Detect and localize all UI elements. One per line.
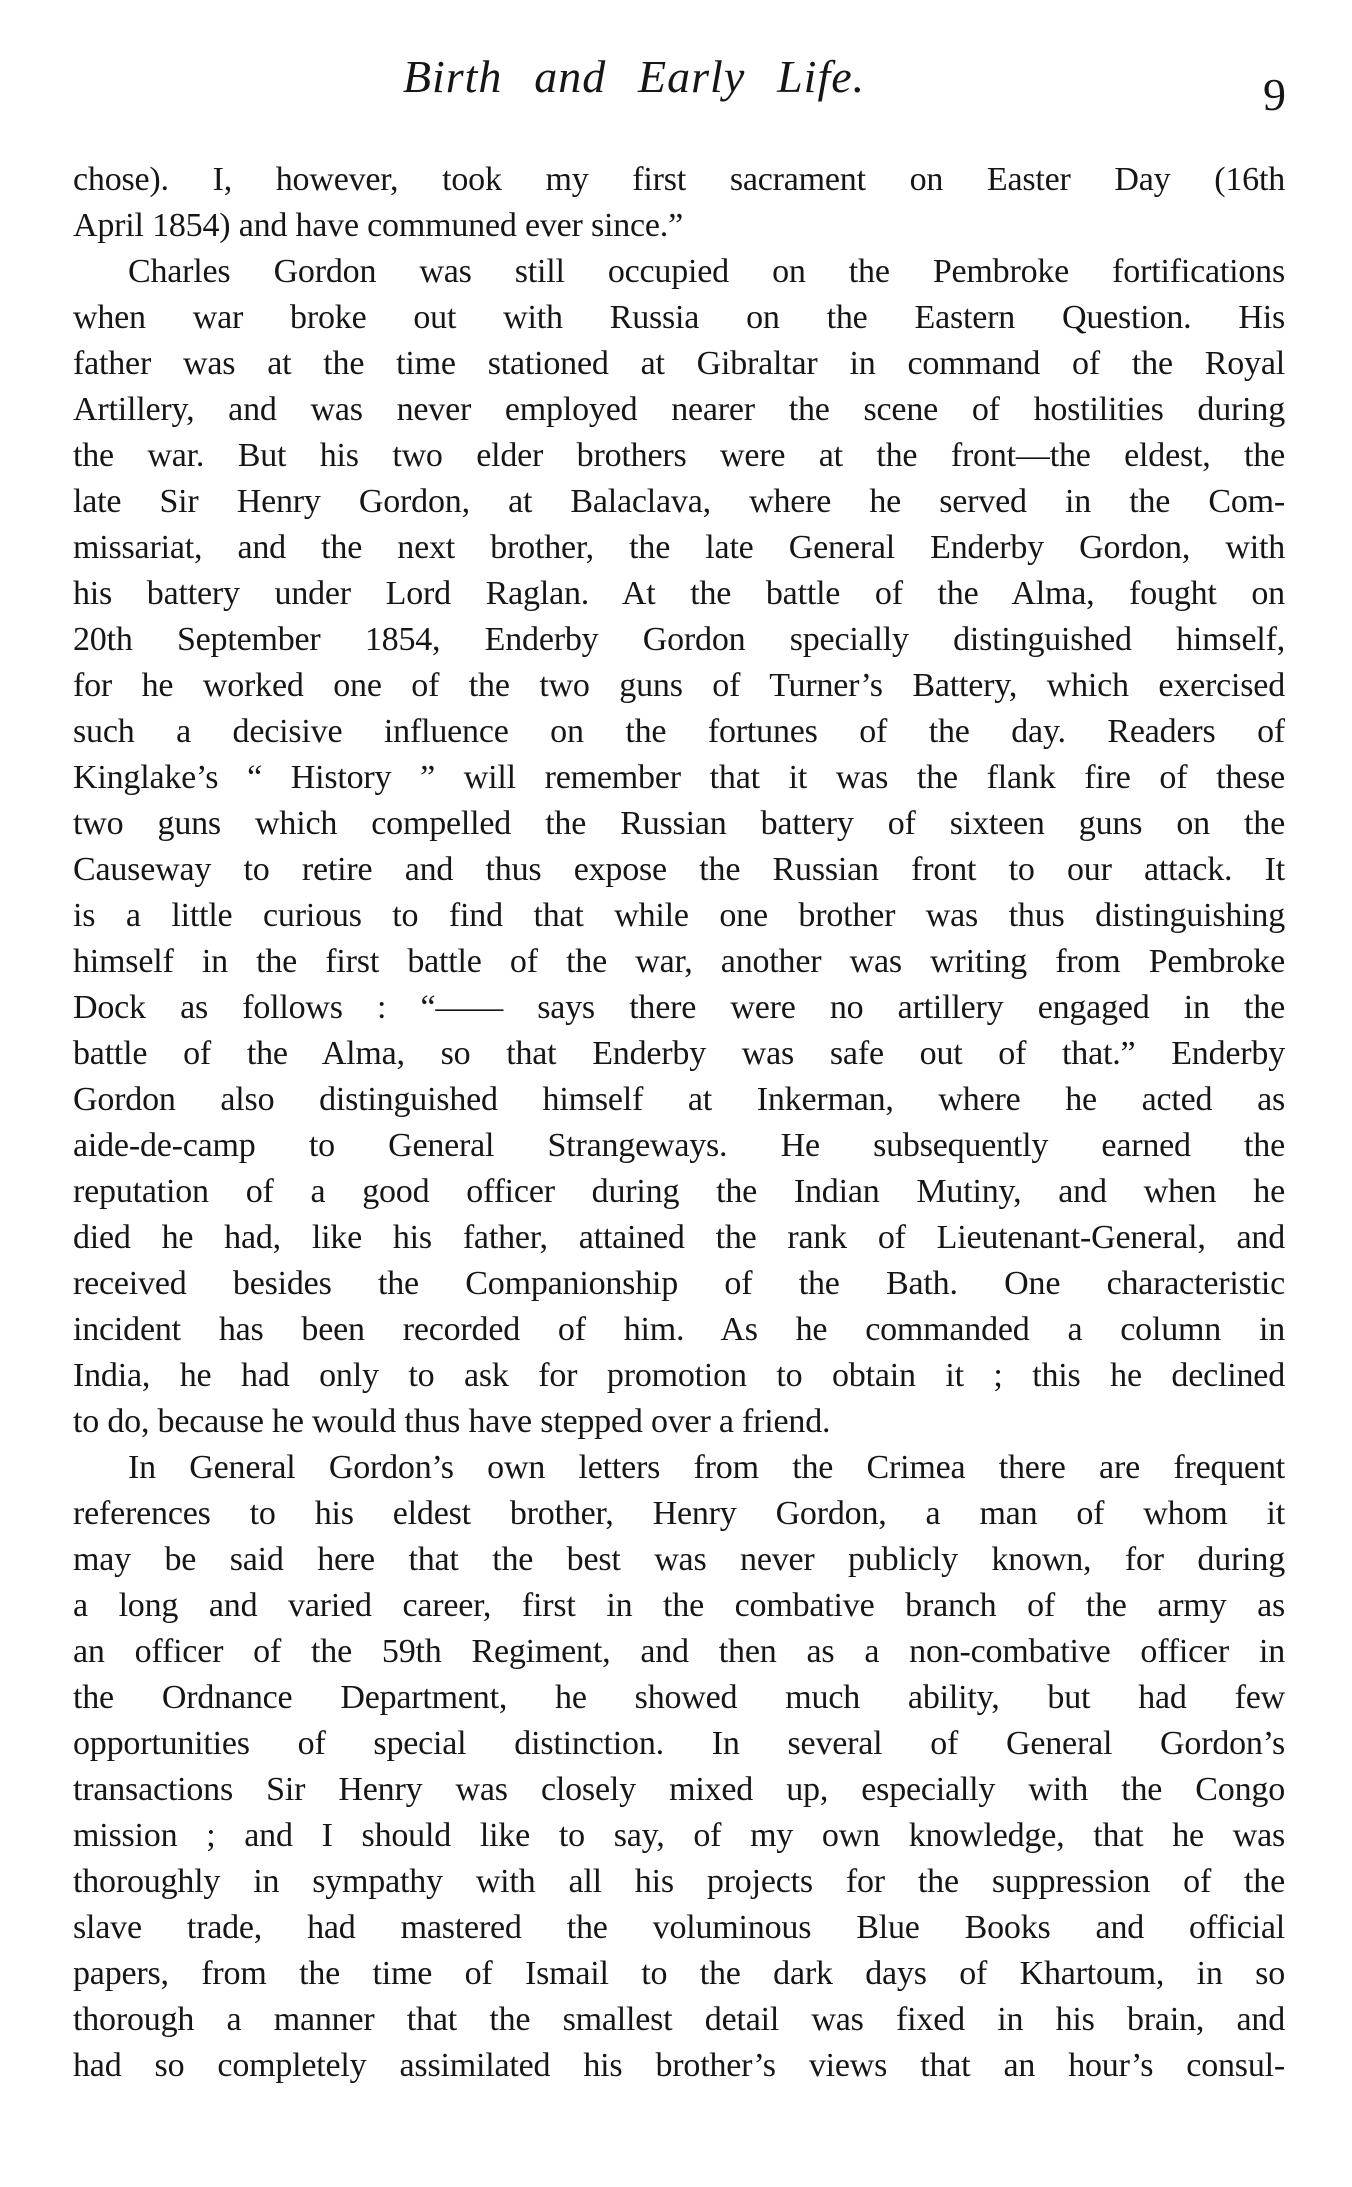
- page-number: 9: [1263, 69, 1286, 120]
- text-line: 20th September 1854, Enderby Gordon specially distinguished himself,: [73, 621, 1285, 658]
- text-line: died he had, like his father, attained the rank of Lieutenant-General, and: [73, 1219, 1285, 1256]
- text-line: thoroughly in sympathy with all his projects for the suppression of the: [73, 1863, 1285, 1900]
- text-line: chose). I, however, took my first sacrament on Easter Day (16th: [73, 161, 1285, 198]
- text-line: may be said here that the best was never publicly known, for during: [73, 1541, 1285, 1578]
- text-line: himself in the first battle of the war, another was writing from Pembroke: [73, 943, 1285, 980]
- text-line: In General Gordon’s own letters from the Crimea there are frequent: [128, 1449, 1285, 1486]
- text-line: thorough a manner that the smallest detail was fixed in his brain, and: [73, 2001, 1285, 2038]
- text-line: India, he had only to ask for promotion to obtain it ; this he declined: [73, 1357, 1285, 1394]
- text-line: opportunities of special distinction. In several of General Gordon’s: [73, 1725, 1285, 1762]
- text-line: to do, because he would thus have stepped over a friend.: [73, 1403, 831, 1440]
- text-line: his battery under Lord Raglan. At the battle of the Alma, fought on: [73, 575, 1285, 612]
- text-line: Causeway to retire and thus expose the Russian front to our attack. It: [73, 851, 1285, 888]
- paragraph: [73, 157, 1285, 249]
- text-line: received besides the Companionship of the Bath. One characteristic: [73, 1265, 1285, 1302]
- text-line: Charles Gordon was still occupied on the Pembroke fortifications: [128, 253, 1285, 290]
- paragraph: [73, 1445, 1285, 2089]
- text-line: an officer of the 59th Regiment, and then as a non-combative officer in: [73, 1633, 1285, 1670]
- text-line: reputation of a good officer during the Indian Mutiny, and when he: [73, 1173, 1285, 1210]
- text-line: for he worked one of the two guns of Turner’s Battery, which exercised: [73, 667, 1285, 704]
- text-line: two guns which compelled the Russian battery of sixteen guns on the: [73, 805, 1285, 842]
- text-line: a long and varied career, first in the combative branch of the army as: [73, 1587, 1285, 1624]
- text-line: missariat, and the next brother, the late General Enderby Gordon, with: [73, 529, 1285, 566]
- text-line: Dock as follows : “—— says there were no artillery engaged in the: [73, 989, 1285, 1026]
- running-title: Birth and Early Life.: [402, 51, 866, 102]
- text-line: slave trade, had mastered the voluminous Blue Books and official: [73, 1909, 1285, 1946]
- text-line: Artillery, and was never employed nearer the scene of hostilities during: [73, 391, 1285, 428]
- text-line: mission ; and I should like to say, of my own knowledge, that he was: [73, 1817, 1285, 1854]
- text-line: April 1854) and have communed ever since.”: [73, 207, 683, 244]
- text-line: when war broke out with Russia on the Eastern Question. His: [73, 299, 1285, 336]
- text-line: such a decisive influence on the fortunes of the day. Readers of: [73, 713, 1285, 750]
- page-body: [73, 157, 1285, 2089]
- text-line: papers, from the time of Ismail to the dark days of Khartoum, in so: [73, 1955, 1285, 1992]
- text-line: is a little curious to find that while one brother was thus distinguishing: [73, 897, 1285, 934]
- text-line: the Ordnance Department, he showed much ability, but had few: [73, 1679, 1285, 1716]
- text-line: incident has been recorded of him. As he commanded a column in: [73, 1311, 1285, 1348]
- text-line: had so completely assimilated his brother’s views that an hour’s consul-: [73, 2047, 1285, 2084]
- paragraph: [73, 249, 1285, 1445]
- text-line: battle of the Alma, so that Enderby was safe out of that.” Enderby: [73, 1035, 1285, 1072]
- text-line: aide-de-camp to General Strangeways. He subsequently earned the: [73, 1127, 1285, 1164]
- text-line: Kinglake’s “ History ” will remember that it was the flank fire of these: [73, 759, 1285, 796]
- text-line: references to his eldest brother, Henry Gordon, a man of whom it: [73, 1495, 1285, 1532]
- text-line: the war. But his two elder brothers were at the front—the eldest, the: [73, 437, 1285, 474]
- text-line: late Sir Henry Gordon, at Balaclava, where he served in the Com-: [73, 483, 1285, 520]
- text-line: father was at the time stationed at Gibraltar in command of the Royal: [73, 345, 1285, 382]
- text-line: transactions Sir Henry was closely mixed up, especially with the Congo: [73, 1771, 1285, 1808]
- text-line: Gordon also distinguished himself at Inkerman, where he acted as: [73, 1081, 1285, 1118]
